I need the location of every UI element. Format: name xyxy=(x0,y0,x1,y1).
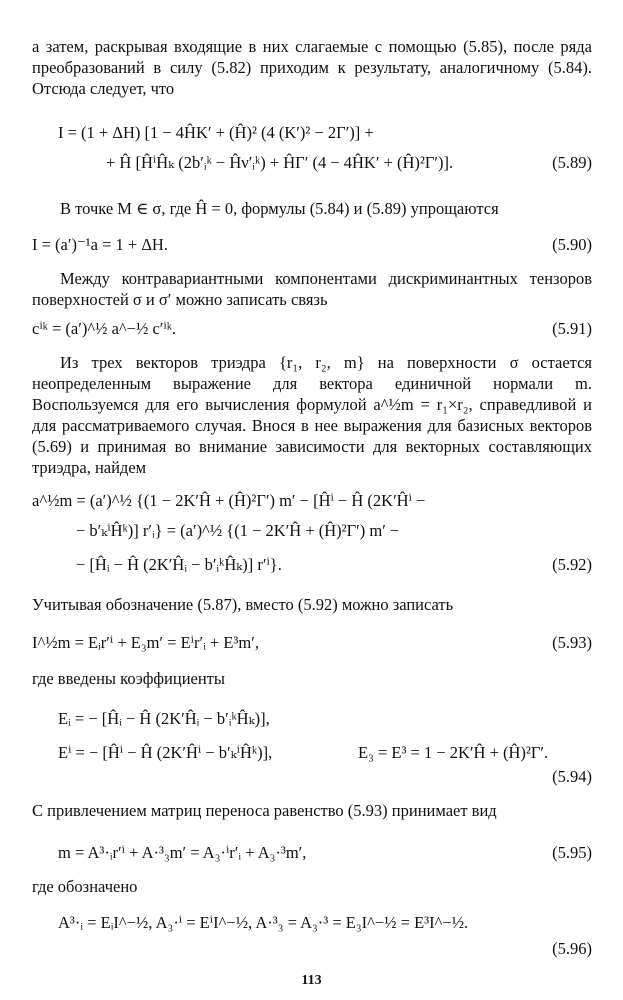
formula-5-94-line-2-text: Eⁱ = − [Ĥⁱ − Ĥ (2K′Ĥⁱ − b′ₖⁱĤᵏ)], xyxy=(58,743,273,762)
formula-5-93-text: I^½m = Eᵢr′ⁱ + E₃m′ = Eⁱr′ᵢ + E³m′, xyxy=(32,633,259,652)
formula-5-92-line-2-text: − b′ₖⁱĤᵏ)] r′ᵢ} = (a′)^½ {(1 − 2K′Ĥ + (Ĥ)²Γ′) m′ − xyxy=(76,521,400,540)
page-number: 113 xyxy=(301,973,322,988)
equation-number-5-90: (5.90) xyxy=(552,235,592,254)
paragraph-7: С привлечением матриц переноса равенство (5.93) принимает вид xyxy=(32,801,497,820)
paragraph-2: В точке M ∈ σ, где Ĥ = 0, формулы (5.84) и (5.89) упрощаются xyxy=(60,199,499,218)
equation-number-5-92: (5.92) xyxy=(552,555,592,574)
formula-5-96-text: A³·ᵢ = EᵢI^−½, A₃·ⁱ = EⁱI^−½, A·³₃ = A₃·³ = E₃I^−½ = E³I^−½. xyxy=(58,913,469,932)
formula-5-95-text: m = A³·ᵢr′ⁱ + A·³₃m′ = A₃·ⁱr′ᵢ + A₃·³m′, xyxy=(58,843,307,862)
formula-5-90-text: I = (a′)⁻¹a = 1 + ΔH. xyxy=(32,235,168,254)
paragraph-5: Учитывая обозначение (5.87), вместо (5.92) можно записать xyxy=(32,595,454,614)
paragraph-3: Между контравариантными компонентами дискриминантных тензоров поверхностей σ и σ′ можно записать связь xyxy=(32,269,592,309)
paragraph-1: а затем, раскрывая входящие в них слагаемые с помощью (5.85), после ряда преобразований в силу (5.82) приходим к результату, аналогичному (5.84). Отсюда следует, что xyxy=(32,37,592,98)
formula-5-92-line-3-text: − [Ĥᵢ − Ĥ (2K′Ĥᵢ − b′ᵢᵏĤₖ)] r′ⁱ}. xyxy=(76,555,282,574)
equation-number-5-96: (5.96) xyxy=(552,939,592,958)
formula-5-94-line-2b-text: E₃ = E³ = 1 − 2K′Ĥ + (Ĥ)²Γ′. xyxy=(358,743,549,762)
equation-number-5-94: (5.94) xyxy=(552,767,592,786)
formula-5-89-line-1-text: I = (1 + ΔH) [1 − 4ĤK′ + (Ĥ)² (4 (K′)² − 2Γ′)] + xyxy=(58,123,374,142)
paragraph-4: Из трех векторов триэдра {r₁, r₂, m} на поверхности σ остается неопределенным выражение для вектора единичной нормали m. Воспользуемся для его вычисления формулой a^½m = r₁×r₂, справедливой и для рассматриваемого случая. Внося в нее выражения для базисных векторов (5.69) и принимая во внимание зависимости для векторных составляющих триэдра, найдем xyxy=(32,353,592,477)
formula-5-91-text: cⁱᵏ = (a′)^½ a^−½ c′ⁱᵏ. xyxy=(32,319,177,338)
equation-number-5-93: (5.93) xyxy=(552,633,592,652)
formula-5-89-line-2-text: + Ĥ [ĤⁱĤₖ (2b′ᵢᵏ − Ĥν′ᵢᵏ) + ĤΓ′ (4 − 4ĤK′ + (Ĥ)²Γ′)]. xyxy=(106,153,454,172)
formula-5-94-line-1-text: Eᵢ = − [Ĥᵢ − Ĥ (2K′Ĥᵢ − b′ᵢᵏĤₖ)], xyxy=(58,709,270,728)
equation-number-5-91: (5.91) xyxy=(552,319,592,338)
equation-number-5-95: (5.95) xyxy=(552,843,592,862)
paragraph-8: где обозначено xyxy=(32,877,138,896)
paragraph-6: где введены коэффициенты xyxy=(32,669,225,688)
equation-number-5-89: (5.89) xyxy=(552,153,592,172)
formula-5-92-line-1-text: a^½m = (a′)^½ {(1 − 2K′Ĥ + (Ĥ)²Γ′) m′ − [Ĥⁱ − Ĥ (2K′Ĥⁱ − xyxy=(32,491,426,510)
